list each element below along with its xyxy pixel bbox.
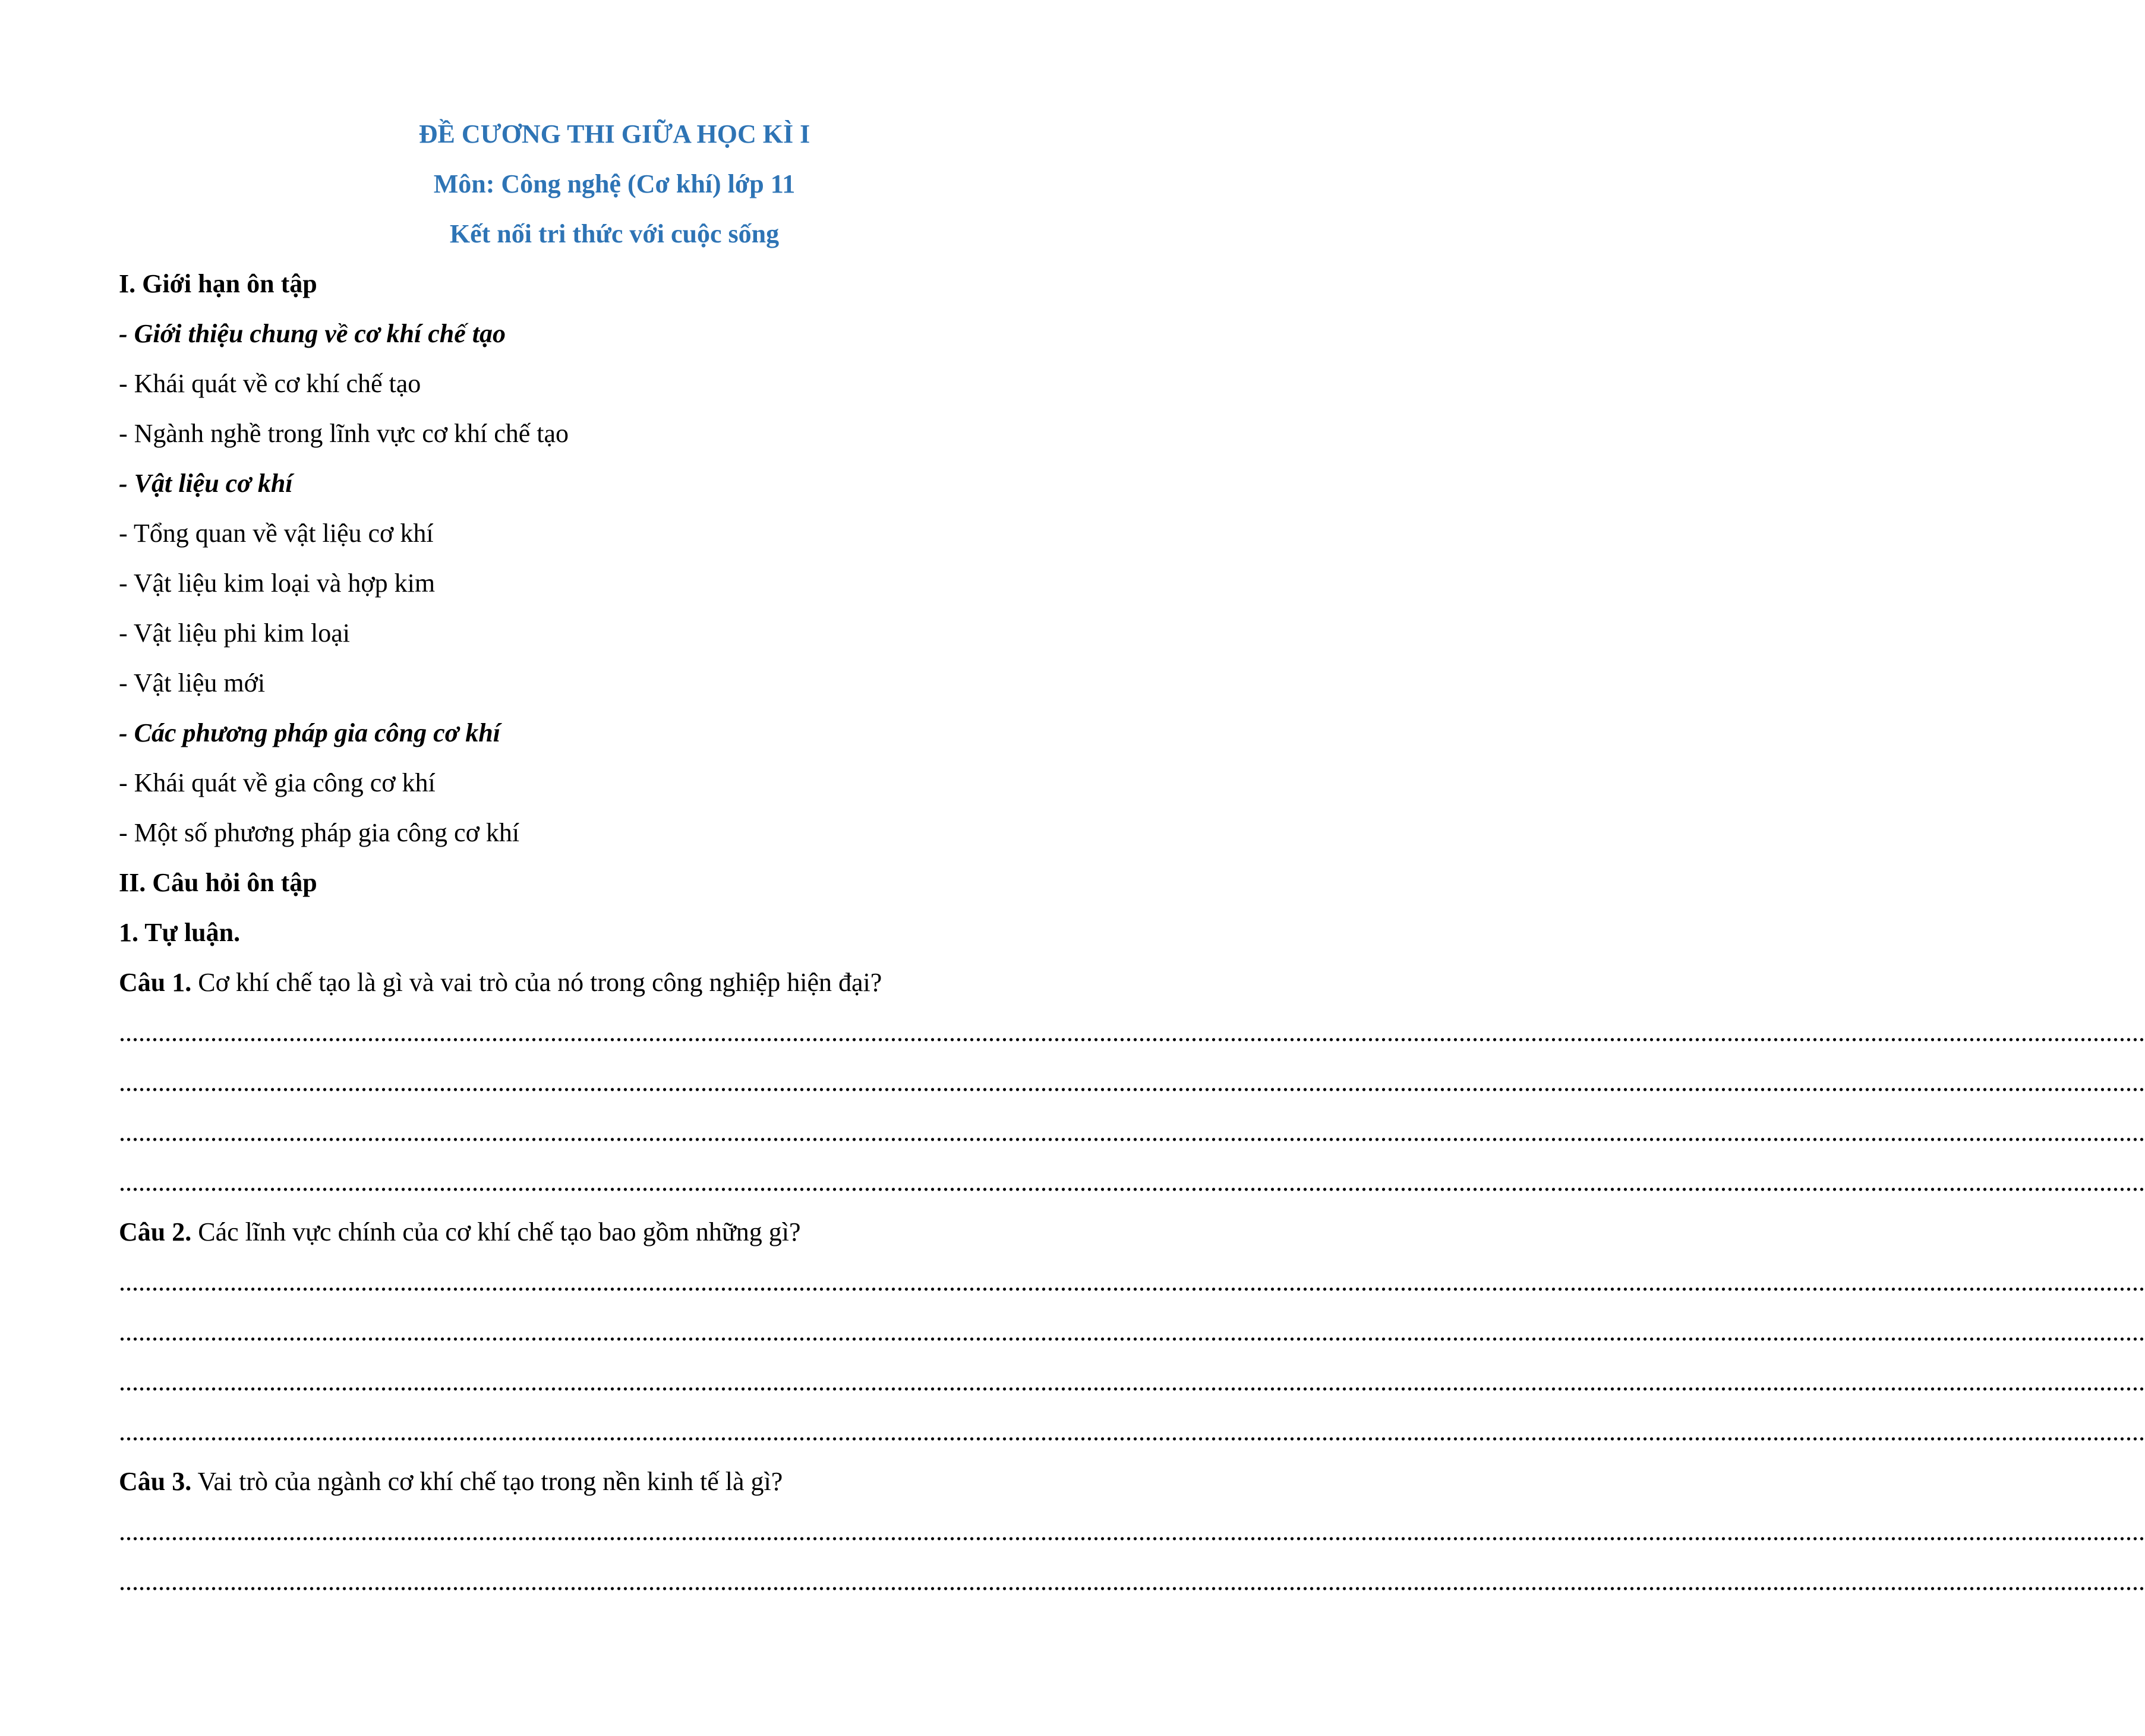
- document-subject: Môn: Công nghệ (Cơ khí) lớp 11: [433, 169, 796, 198]
- answer-line[interactable]: ......................................................................................................................................................................................................................................................................................................................: [119, 1068, 2145, 1097]
- list-item: - Ngành nghề trong lĩnh vực cơ khí chế tạo: [119, 419, 569, 448]
- section-1-heading: I. Giới hạn ôn tập: [119, 269, 317, 298]
- answer-line[interactable]: ......................................................................................................................................................................................................................................................................................................................: [119, 1018, 2145, 1047]
- list-item: - Vật liệu phi kim loại: [119, 618, 351, 648]
- question-2: [119, 1214, 800, 1250]
- question-label: Câu 3.: [119, 1467, 192, 1496]
- document-title: ĐỀ CƯƠNG THI GIỮA HỌC KÌ I: [418, 119, 810, 149]
- answer-line[interactable]: ......................................................................................................................................................................................................................................................................................................................: [119, 1317, 2145, 1346]
- section-2-heading: II. Câu hỏi ôn tập: [119, 868, 317, 897]
- list-item: - Một số phương pháp gia công cơ khí: [119, 818, 520, 847]
- answer-line[interactable]: ......................................................................................................................................................................................................................................................................................................................: [119, 1167, 2145, 1197]
- group-title: - Các phương pháp gia công cơ khí: [119, 718, 500, 747]
- list-item: - Tổng quan về vật liệu cơ khí: [119, 519, 434, 548]
- question-3: [119, 1464, 783, 1500]
- answer-line[interactable]: ......................................................................................................................................................................................................................................................................................................................: [119, 1267, 2145, 1296]
- essay-subheading: 1. Tự luận.: [119, 918, 241, 947]
- question-1: [119, 965, 882, 1000]
- document-series: Kết nối tri thức với cuộc sống: [449, 219, 780, 248]
- answer-line[interactable]: ......................................................................................................................................................................................................................................................................................................................: [119, 1118, 2145, 1147]
- answer-line[interactable]: ......................................................................................................................................................................................................................................................................................................................: [119, 1567, 2145, 1596]
- question-text: Vai trò của ngành cơ khí chế tạo trong nền kinh tế là gì?: [191, 1467, 783, 1496]
- question-label: Câu 1.: [119, 968, 192, 997]
- answer-line[interactable]: ......................................................................................................................................................................................................................................................................................................................: [119, 1367, 2145, 1396]
- group-title: - Vật liệu cơ khí: [119, 469, 293, 498]
- group-title: - Giới thiệu chung về cơ khí chế tạo: [119, 319, 506, 348]
- list-item: - Vật liệu mới: [119, 668, 266, 697]
- list-item: - Khái quát về cơ khí chế tạo: [119, 369, 421, 398]
- question-text: Các lĩnh vực chính của cơ khí chế tạo bao gồm những gì?: [191, 1217, 801, 1246]
- question-label: Câu 2.: [119, 1217, 192, 1246]
- question-text: Cơ khí chế tạo là gì và vai trò của nó trong công nghiệp hiện đại?: [191, 968, 882, 997]
- list-item: - Khái quát về gia công cơ khí: [119, 768, 436, 797]
- answer-line[interactable]: ......................................................................................................................................................................................................................................................................................................................: [119, 1417, 2145, 1446]
- answer-line[interactable]: ......................................................................................................................................................................................................................................................................................................................: [119, 1517, 2145, 1546]
- list-item: - Vật liệu kim loại và hợp kim: [119, 569, 436, 598]
